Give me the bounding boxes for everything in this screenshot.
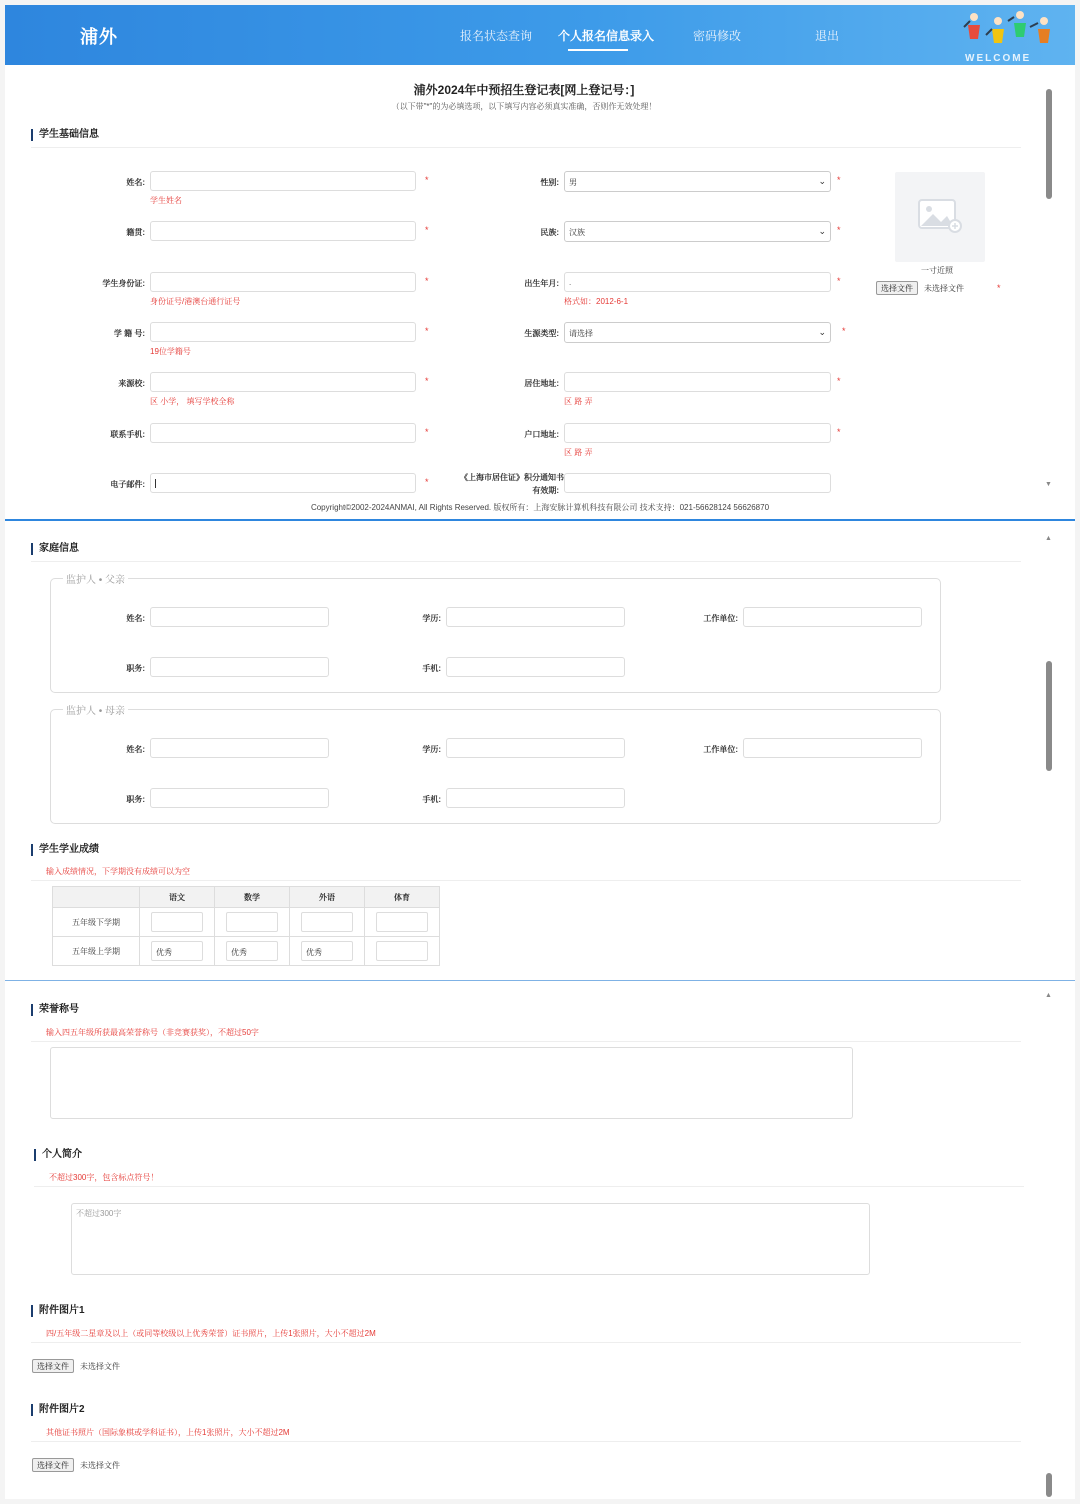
birth-label: 出生年月: [524, 279, 559, 288]
section-divider [31, 1441, 1021, 1442]
grades-row-label: 五年级下学期 [53, 908, 140, 937]
student-number-hint: 19位学籍号 [150, 347, 191, 356]
birth-hint: 格式如：2012-6-1 [564, 297, 629, 306]
scrollbar-thumb-1[interactable] [1046, 89, 1052, 199]
grade-cell [290, 937, 365, 966]
father-work-label: 工作单位: [703, 614, 738, 623]
grades-col-math: 数学 [215, 887, 290, 908]
grade-cell [140, 937, 215, 966]
father-job-label: 职务: [126, 664, 145, 673]
grade-input[interactable]: 优秀 [301, 941, 353, 961]
top-header [5, 5, 1075, 65]
scroll-up-arrow-icon[interactable]: ▲ [1045, 535, 1052, 542]
nation-select[interactable] [564, 221, 831, 242]
nation-value: 汉族 [569, 228, 585, 237]
student-number-label: 学 籍 号: [113, 329, 145, 338]
section-family-info: 家庭信息 [31, 543, 79, 555]
hukou-label: 户口地址: [524, 430, 559, 439]
address-input[interactable] [564, 372, 831, 392]
page-frame [5, 5, 1075, 1499]
birth-input[interactable]: . [564, 272, 831, 292]
student-name-input[interactable] [150, 171, 416, 191]
scroll-down-arrow-icon[interactable]: ▼ [1045, 481, 1052, 488]
source-type-label: 生源类型: [524, 329, 559, 338]
id-card-label: 学生身份证: [102, 279, 145, 288]
section-attachment-1: 附件图片1 [31, 1305, 85, 1317]
grade-input[interactable] [151, 912, 203, 932]
nav-info-entry[interactable]: 个人报名信息录入 [558, 29, 655, 43]
required-mark: * [997, 283, 1001, 293]
father-name-label: 姓名: [126, 614, 145, 623]
section-intro: 个人简介 [34, 1149, 82, 1161]
photo-placeholder[interactable] [895, 172, 985, 262]
address-hint: 区 路 弄 [564, 397, 593, 406]
nation-label: 民族: [540, 228, 559, 237]
scrollbar-thumb-2[interactable] [1046, 661, 1052, 771]
father-edu-label: 学历: [422, 614, 441, 623]
required-mark: * [425, 276, 429, 286]
welcome-text: WELCOME [965, 53, 1032, 64]
grades-table [52, 886, 440, 966]
nav-logout[interactable]: 退出 [815, 29, 840, 43]
grades-row-label: 五年级上学期 [53, 937, 140, 966]
required-mark: * [425, 427, 429, 437]
honor-hint: 输入四五年级所获最高荣誉称号（非竞赛获奖），不超过50字 [46, 1028, 259, 1037]
copyright-text: Copyright©2002-2024ANMAI, All Rights Reserved. 版权所有：上海安脉计算机科技有限公司 技术支持：021-56628124 56626870 [310, 503, 770, 512]
intro-hint: 不超过300字，包含标点符号！ [49, 1173, 159, 1182]
photo-caption: 一寸近照 [921, 266, 953, 275]
table-row [53, 908, 440, 937]
student-number-input[interactable] [150, 322, 416, 342]
attachment-1-hint: 四/五年级二星章及以上（或同等校级以上优秀荣誉）证书照片，上传1张照片，大小不超过2M [46, 1329, 376, 1338]
photo-choose-file-button[interactable]: 选择文件 [876, 281, 918, 295]
section-divider [31, 147, 1021, 148]
honor-textarea[interactable] [50, 1047, 853, 1119]
residence-label-1: 《上海市居住证》积分通知书 [460, 473, 564, 482]
panel-separator [5, 519, 1075, 521]
required-mark: * [837, 225, 841, 235]
section-basic-info: 学生基础信息 [31, 129, 99, 141]
native-place-label: 籍贯: [126, 228, 145, 237]
mother-mobile-input[interactable] [446, 788, 625, 808]
required-mark: * [837, 276, 841, 286]
grades-corner [53, 887, 140, 908]
section-divider [31, 880, 1021, 881]
grade-input[interactable] [376, 941, 428, 961]
name-label: 姓名: [126, 178, 145, 187]
grade-input[interactable]: 优秀 [151, 941, 203, 961]
father-legend: 监护人 • 父亲 [63, 571, 128, 586]
required-mark: * [842, 326, 846, 336]
attachment-2-hint: 其他证书照片（国际象棋或学科证书），上传1张照片，大小不超过2M [46, 1428, 290, 1437]
nav-change-password[interactable]: 密码修改 [693, 29, 742, 43]
required-mark: * [425, 477, 429, 487]
mother-name-input[interactable] [150, 738, 329, 758]
required-mark: * [837, 376, 841, 386]
native-place-input[interactable] [150, 221, 416, 241]
required-mark: * [425, 175, 429, 185]
mother-legend: 监护人 • 母亲 [63, 702, 128, 717]
grade-cell [365, 908, 440, 937]
section-divider [31, 1041, 1021, 1042]
required-mark: * [837, 427, 841, 437]
mother-work-input[interactable] [743, 738, 922, 758]
source-type-select[interactable] [564, 322, 831, 343]
mother-work-label: 工作单位: [703, 745, 738, 754]
nav-active-underline [568, 49, 628, 51]
section-attachment-2: 附件图片2 [31, 1404, 85, 1416]
section-honor: 荣誉称号 [31, 1004, 79, 1016]
attachment-1-choose-file-button[interactable]: 选择文件 [32, 1359, 74, 1373]
grade-cell [215, 937, 290, 966]
grades-hint: 输入成绩情况，下学期没有成绩可以为空 [46, 867, 190, 876]
source-school-hint: 区 小学， 填写学校全称 [150, 397, 235, 406]
nav-status-query[interactable]: 报名状态查询 [460, 29, 533, 43]
panel-separator [5, 980, 1075, 981]
grades-header-row [53, 887, 440, 908]
welcome-figures-icon [960, 7, 1060, 51]
grade-input[interactable] [226, 912, 278, 932]
name-hint: 学生姓名 [150, 196, 182, 205]
form-subtitle: （以下带"*"的为必填选项，以下填写内容必须真实准确，否则作无效处理！ [391, 102, 657, 111]
grade-input[interactable]: 优秀 [226, 941, 278, 961]
chevron-down-icon: ⌄ [818, 327, 826, 337]
grades-col-chinese: 语文 [140, 887, 215, 908]
attachment-2-choose-file-button[interactable]: 选择文件 [32, 1458, 74, 1472]
grade-cell [215, 908, 290, 937]
grade-input[interactable] [376, 912, 428, 932]
father-mobile-label: 手机: [422, 664, 441, 673]
mother-job-label: 职务: [126, 795, 145, 804]
gender-select[interactable] [564, 171, 831, 192]
section-divider [31, 1342, 1021, 1343]
grade-cell [140, 908, 215, 937]
required-mark: * [425, 376, 429, 386]
residence-expiry-input[interactable] [564, 473, 831, 493]
hukou-hint: 区 路 弄 [564, 448, 593, 457]
scroll-up-arrow-icon[interactable]: ▲ [1045, 992, 1052, 999]
image-placeholder-icon [895, 172, 985, 262]
father-edu-input[interactable] [446, 607, 625, 627]
grade-input[interactable] [301, 912, 353, 932]
source-type-value: 请选择 [569, 329, 593, 338]
grade-cell [290, 908, 365, 937]
id-card-hint: 身份证号/港澳台通行证号 [150, 297, 241, 306]
chevron-down-icon: ⌄ [818, 226, 826, 236]
scrollbar-thumb-3[interactable] [1046, 1473, 1052, 1497]
residence-label-2: 有效期: [532, 486, 559, 495]
phone-label: 联系手机: [110, 430, 145, 439]
source-school-label: 来源校: [118, 379, 145, 388]
grades-col-pe: 体育 [365, 887, 440, 908]
section-grades: 学生学业成绩 [31, 844, 99, 856]
table-row [53, 937, 440, 966]
father-name-input[interactable] [150, 607, 329, 627]
source-school-input[interactable] [150, 372, 416, 392]
attachment-2-no-file-text: 未选择文件 [80, 1461, 120, 1470]
phone-input[interactable] [150, 423, 416, 443]
email-label: 电子邮件: [110, 480, 145, 489]
photo-no-file-text: 未选择文件 [924, 284, 964, 293]
section-divider [31, 561, 1021, 562]
father-mobile-input[interactable] [446, 657, 625, 677]
mother-name-label: 姓名: [126, 745, 145, 754]
hukou-input[interactable] [564, 423, 831, 443]
intro-textarea[interactable]: 不超过300字 [71, 1203, 870, 1275]
section-divider [34, 1186, 1024, 1187]
address-label: 居住地址: [524, 379, 559, 388]
site-logo: 浦外 [80, 27, 118, 47]
required-mark: * [425, 225, 429, 235]
grades-col-foreign: 外语 [290, 887, 365, 908]
attachment-1-no-file-text: 未选择文件 [80, 1362, 120, 1371]
required-mark: * [425, 326, 429, 336]
gender-label: 性别: [540, 178, 559, 187]
required-mark: * [837, 175, 841, 185]
mother-edu-label: 学历: [422, 745, 441, 754]
mother-edu-input[interactable] [446, 738, 625, 758]
father-job-input[interactable] [150, 657, 329, 677]
mother-mobile-label: 手机: [422, 795, 441, 804]
mother-job-input[interactable] [150, 788, 329, 808]
chevron-down-icon: ⌄ [818, 176, 826, 186]
grade-cell [365, 937, 440, 966]
email-input[interactable] [150, 473, 416, 493]
father-work-input[interactable] [743, 607, 922, 627]
id-card-input[interactable] [150, 272, 416, 292]
form-title: 浦外2024年中预招生登记表[网上登记号：] [413, 83, 635, 97]
gender-value: 男 [569, 178, 577, 187]
